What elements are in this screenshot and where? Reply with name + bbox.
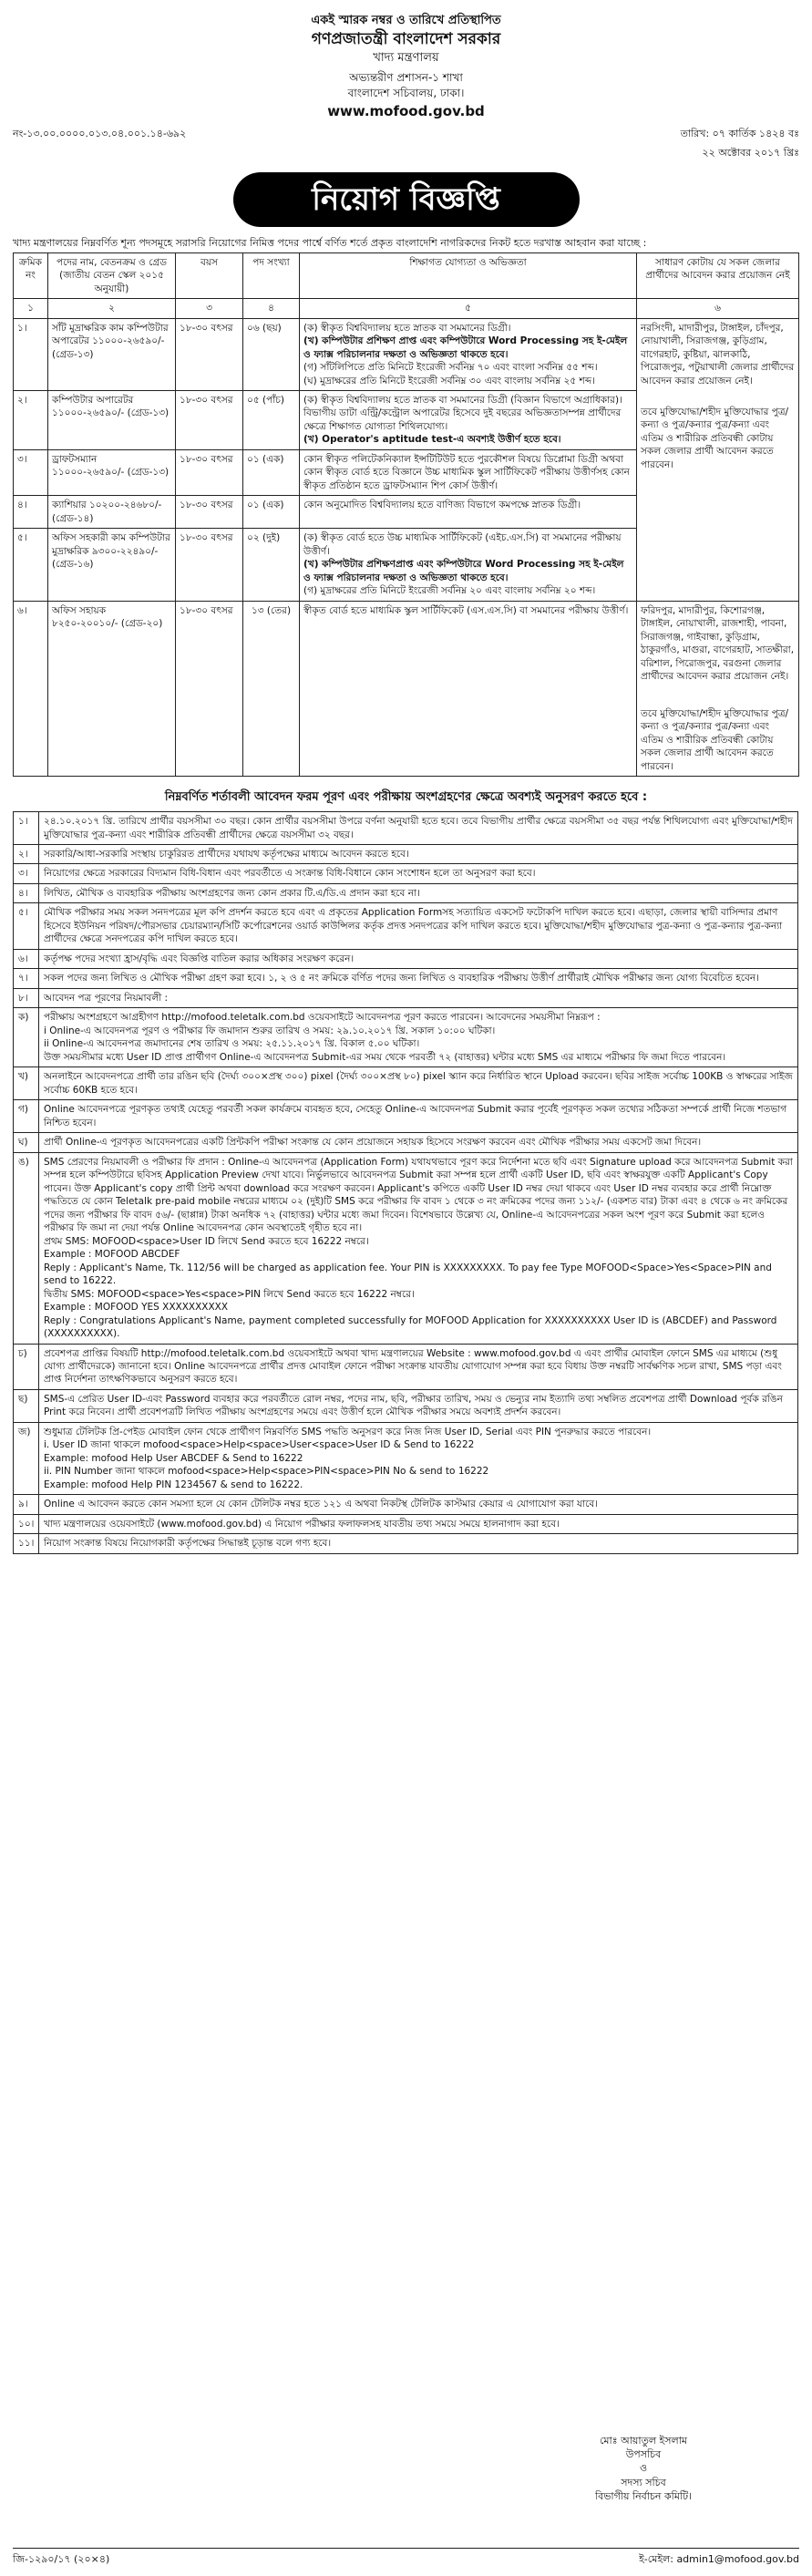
- rule-row: [14, 845, 798, 864]
- vacancy-table: [13, 252, 799, 777]
- rule-number: ১।: [14, 812, 39, 845]
- signatory-designation: উপসচিব: [625, 2448, 662, 2461]
- rule-text: কর্তৃপক্ষ পদের সংখ্যা হ্রাস/বৃদ্ধি এবং বিজ্ঞপ্তি বাতিল করার অধিকার সংরক্ষণ করেন।: [39, 949, 798, 968]
- rule-number: চ): [14, 1344, 39, 1389]
- row-serial: ১।: [14, 318, 48, 390]
- rule-number: ঘ): [14, 1133, 39, 1152]
- row-qualification: কোন অনুমোদিত বিশ্ববিদ্যালয় হতে বাণিজ্য বিভাগে কমপক্ষে স্নাতক ডিগ্রী।: [300, 496, 637, 529]
- col-header: পদ সংখ্যা: [243, 252, 300, 298]
- table-row: [14, 318, 799, 390]
- row-post: অফিস সহকারী কাম কম্পিউটার মুদ্রাক্ষরিক ৯৩০০-২২৪৯০/- (গ্রেড-১৬): [48, 529, 176, 601]
- rule-text: আবেদন পত্র পূরণের নিয়মাবলী :: [39, 988, 798, 1007]
- rule-number: ৩।: [14, 864, 39, 883]
- rules-table: [13, 811, 798, 1554]
- rule-text: শুধুমাত্র টেলিটক প্রি-পেইড মোবাইল ফোন থেকে প্রার্থীগণ নিম্নবর্ণিত SMS পদ্ধতি অনুসরণ করে নিজ নিজ User ID, Serial এবং PIN পুনরুদ্ধার করতে পারবেন। i. User ID জানা থাকলে mofood<space>Help<space>User<space>User ID & Send to 16222 Example: mofood Help User ABCDEF & Send to 16222 ii. PIN Number জানা থাকলে mofood<space>Help<space>PIN<space>PIN No & send to 16222 Example: mofood Help PIN 1234567 & send to 16222.: [39, 1422, 798, 1494]
- row-serial: ৫।: [14, 529, 48, 601]
- rule-number: ৮।: [14, 988, 39, 1007]
- qualification-line: (ক) স্বীকৃত বিশ্ববিদ্যালয় হতে স্নাতক বা সমমানের ডিগ্রী (বিজ্ঞান বিভাগে অগ্রাধিকার)। বিভাগীয় ডাটা এন্ট্রি/কন্ট্রোল অপারেটর হিসেবে দুই বছরের অভিজ্ঞতাসম্পন্ন প্রার্থীদের ক্ষেত্রে শিক্ষাগত যোগ্যতা শিথিলযোগ্য।: [303, 394, 622, 432]
- intro-text: খাদ্য মন্ত্রণালয়ের নিম্নবর্ণিত শূন্য পদসমূহে সরাসরি নিয়োগের নিমিত্ত পদের পার্শ্বে বর্ণিত শর্তে প্রকৃত বাংলাদেশি নাগরিকদের নিকট হতে দরখাস্ত আহবান করা যাচ্ছে :: [13, 237, 647, 250]
- rule-number: ৭।: [14, 969, 39, 988]
- rule-text: SMS-এ প্রেরিত User ID-এবং Password ব্যবহার করে পরবর্তীতে রোল নম্বর, পদের নাম, ছবি, পরীক্ষার তারিখ, সময় ও ভেন্যুর নাম ইত্যাদি তথ্য সম্বলিত প্রবেশপত্র প্রার্থী Download পূর্বক রঙিন Print করে নিবেন। প্রার্থী প্রবেশপত্রটি লিখিত পরীক্ষায় অংশগ্রহণের সময়ে এবং উত্তীর্ণ হলে মৌখিক পরীক্ষার সময়ে অবশ্যই প্রদর্শন করবেন।: [39, 1389, 798, 1422]
- col-number: ১: [14, 299, 48, 318]
- signatory-role: সদস্য সচিব: [621, 2476, 666, 2488]
- rule-text: মৌখিক পরীক্ষার সময় সকল সনদপত্রের মূল কপি প্রদর্শন করতে হবে এবং এ প্রকৃতের Application Formসহ সত্যায়িত একসেট ফটোকপি দাখিল করতে হবে। এছাড়া, জেলার স্থায়ী বাসিন্দার প্রমাণ হিসেবে ইউনিয়ন পরিষদ/পৌরসভার চেয়ারম্যান/সিটি কর্পোরেশনের ওয়ার্ড কাউন্সিলর কর্তৃক প্রদত্ত সনদপত্রের কপি দাখিল করতে হবে। মুক্তিযোদ্ধা/শহীদ মুক্তিযোদ্ধার পুত্র-কন্যা ও পুত্র-কন্যার পুত্র-কন্যা প্রার্থীদের ক্ষেত্রে সনদপত্রের কপি দাখিল করতে হবে।: [39, 903, 798, 949]
- row-qualification: [300, 318, 637, 390]
- rule-text: Online আবেদনপত্রে পূরণকৃত তথ্যই যেহেতু পরবর্তী সকল কার্যক্রমে ব্যবহৃত হবে, সেহেতু Online-এ আবেদনপত্র Submit করার পূর্বেই পূরণকৃত সকল তথ্যের সঠিকতা সম্পর্কে প্রার্থী নিজে শতভাগ নিশ্চিত হবেন।: [39, 1100, 798, 1133]
- row-count: ০১ (এক): [243, 449, 300, 495]
- rule-row: [14, 1100, 798, 1133]
- rule-row: [14, 1152, 798, 1344]
- rule-number: খ): [14, 1067, 39, 1100]
- rule-row: [14, 1495, 798, 1514]
- footer-code: জি-১২৯০/১৭ (২০×৪): [13, 2553, 110, 2565]
- rule-row: [14, 988, 798, 1007]
- qualification-line: (খ) Operator's aptitude test-এ অবশ্যই উত্তীর্ণ হতে হবে।: [303, 434, 561, 446]
- rule-text: লিখিত, মৌখিক ও ব্যবহারিক পরীক্ষায় অংশগ্রহণের জন্য কোন প্রকার টি.এ/ডি.এ প্রদান করা হবে না।: [39, 883, 798, 902]
- qualification-line: (খ) কম্পিউটার প্রশিক্ষণ প্রাপ্ত এবং কম্পিউটারে Word Processing সহ ই-মেইল ও ফ্যাক্স পরিচালনার দক্ষতা ও অভিজ্ঞতা থাকতে হবে।: [303, 335, 628, 360]
- qualification-line: (গ) সাঁটলিপিতে প্রতি মিনিটে ইংরেজী সর্বনিম্ন ৭০ এবং বাংলা সর্বনিম্ন ৫৫ শব্দ।: [303, 362, 598, 374]
- rule-text: সকল পদের জন্য লিখিত ও মৌখিক পরীক্ষা গ্রহণ করা হবে। ১, ২ ও ৫ নং ক্রমিকে বর্ণিত পদের জন্য লিখিত ও ব্যবহারিক পরীক্ষায় উত্তীর্ণ প্রার্থীরাই মৌখিক পরীক্ষার জন্য যোগ্য বিবেচিত হবেন।: [39, 969, 798, 988]
- signature-block: [529, 2434, 757, 2503]
- memo-date-block: [681, 127, 799, 140]
- rule-row: [14, 903, 798, 949]
- letterhead: [13, 13, 799, 121]
- rule-number: ১১।: [14, 1534, 39, 1553]
- rule-row: [14, 969, 798, 988]
- rule-row: [14, 812, 798, 845]
- rule-text: পরীক্ষায় অংশগ্রহণে আগ্রহীগণ http://mofood.teletalk.com.bd ওয়েবসাইটে আবেদনপত্র পূরণ করতে পারবেন। আবেদনের সময়সীমা নিম্নরূপ : i Online-এ আবেদনপত্র পূরণ ও পরীক্ষার ফি জমাদান শুরুর তারিখ ও সময়: ২৯.১০.২০১৭ খ্রি. সকাল ১০:০০ ঘটিকা। ii Online-এ আবেদনপত্র জমাদানের শেষ তারিখ ও সময়: ২৫.১১.২০১৭ খ্রি. বিকাল ৫.০০ ঘটিকা। উক্ত সময়সীমার মধ্যে User ID প্রাপ্ত প্রার্থীগণ Online-এ আবেদনপত্র Submit-এর সময় থেকে পরবর্তী ৭২ (বাহাত্তর) ঘন্টার মধ্যে SMS এর মাধ্যমে পরীক্ষার ফি জমা দিতে পারবেন।: [39, 1008, 798, 1067]
- row-qualification: স্বীকৃত বোর্ড হতে মাধ্যমিক স্কুল সার্টিফিকেট (এস.এস.সি) বা সমমানের পরীক্ষায় উত্তীর্ণ।: [300, 601, 637, 776]
- qualification-line: (ক) স্বীকৃত বিশ্ববিদ্যালয় হতে স্নাতক বা সমমানের ডিগ্রী।: [303, 322, 511, 334]
- rule-number: জ): [14, 1422, 39, 1494]
- rule-row: [14, 1344, 798, 1389]
- row-qualification: কোন স্বীকৃত পলিটেকনিক্যাল ইন্সটিটিউট হতে পুরকৌশল বিষয়ে ডিপ্লোমা ডিগ্রী অথবা কোন স্বীকৃত বোর্ড হতে বিজ্ঞানে উচ্চ মাধ্যমিক স্কুল সার্টিফিকেট পরীক্ষায় উত্তীর্ণসহ কোন স্বীকৃত প্রতিষ্ঠান হতে ড্রাফটসম্যান শিপ কোর্স উত্তীর্ণ।: [300, 449, 637, 495]
- replacement-note: একই স্মারক নম্বর ও তারিখে প্রতিস্থাপিত: [311, 14, 501, 27]
- rule-text: SMS প্রেরণের নিয়মাবলী ও পরীক্ষার ফি প্রদান : Online-এ আবেদনপত্র (Application Form) যথাযথভাবে পূরণ করে নির্দেশনা মতে ছবি এবং Signature upload করে আবেদনপত্র Submit করা সম্পন্ন হলে কম্পিউটারে ছবিসহ Application Preview দেখা যাবে। নির্ভুলভাবে আবেদনপত্র Submit করা সম্পন্ন হলে প্রার্থী একটি User ID, ছবি এবং স্বাক্ষরযুক্ত একটি Applicant's Copy পাবেন। উক্ত Applicant's copy প্রার্থী প্রিন্ট অথবা download করে সংরক্ষণ করবেন। Applicant's কপিতে একটি User ID নম্বর দেয়া থাকবে এবং User ID নম্বর ব্যবহার করে প্রার্থী নিম্নোক্ত পদ্ধতিতে যে কোন Teletalk pre-paid mobile নম্বরের মাধ্যমে ০২ (দুই)টি SMS করে পরীক্ষার ফি বাবদ ১ থেকে ৩ নং ক্রমিকের পদের জন্য ১১২/- (একশত বার) টাকা এবং ৪ থেকে ৬ নং ক্রমিকের পদের জন্য পরীক্ষার ফি বাবদ ৫৬/- (ছাপ্পান্ন) টাকা অনধিক ৭২ (বাহাত্তর) ঘন্টার মধ্যে জমা দিবেন। বিশেষভাবে উল্লেখ্য যে, Online-এ আবেদনপত্রের সকল অংশ পূরণ করে Submit করা হলেও পরীক্ষার ফি জমা না দেয়া পর্যন্ত Online আবেদনপত্র কোন অবস্থাতেই গৃহীত হবে না। প্রথম SMS: MOFOOD<space>User ID লিখে Send করতে হবে 16222 নম্বরে। Example : MOFOOD ABCDEF Reply : Applicant's Name, Tk. 112/56 will be charged as application fee. Your PIN is XXXXXXXXX. To pay fee Type MOFOOD<Space>Yes<Space>PIN and send to 16222. দ্বিতীয় SMS: MOFOOD<space>Yes<space>PIN লিখে Send করতে হবে 16222 নম্বরে। Example : MOFOOD YES XXXXXXXXXX Reply : Congratulations Applicant's Name, payment completed successfully for MOFOOD Application for XXXXXXXXXX User ID is (ABCDEF) and Password (XXXXXXXXXX).: [39, 1152, 798, 1344]
- signatory-committee: বিভাগীয় নির্বাচন কমিটি।: [594, 2489, 693, 2502]
- qualification-line: (ঘ) মুদ্রাক্ষরের প্রতি মিনিটে ইংরেজী সর্বনিম্ন ৩০ এবং বাংলায় সর্বনিম্ন ২৫ শব্দ।: [303, 375, 595, 386]
- rule-number: ২।: [14, 845, 39, 864]
- rule-row: [14, 864, 798, 883]
- rule-row: [14, 1514, 798, 1533]
- rule-number: ১০।: [14, 1514, 39, 1533]
- rule-text: Online এ আবেদন করতে কোন সমস্যা হলে যে কোন টেলিটক নম্বর হতে ১২১ এ অথবা নিকটস্থ টেলিটক কাস্টমার কেয়ার এ যোগাযোগ করা যাবে।: [39, 1495, 798, 1514]
- row-post: ড্রাফটসম্যান ১১০০০-২৬৫৯০/- (গ্রেড-১৩): [48, 449, 176, 495]
- row-age: ১৮-৩০ বৎসর: [176, 390, 243, 449]
- rule-text: খাদ্য মন্ত্রণালয়ের ওয়েবসাইটে (www.mofood.gov.bd) এ নিয়োগ পরীক্ষার ফলাফলসহ যাবতীয় তথ্য সময়ে সময়ে হালনাগাদ করা হবে।: [39, 1514, 798, 1533]
- rule-text: নিয়োগ সংক্রান্ত বিষয়ে নিয়োগকারী কর্তৃপক্ষের সিদ্ধান্তই চূড়ান্ত বলে গণ্য হবে।: [39, 1534, 798, 1553]
- rule-number: গ): [14, 1100, 39, 1133]
- district-list: নরসিংদী, মাদারীপুর, টাঙ্গাইল, চাঁদপুর, নোয়াখালী, সিরাজগঞ্জ, কুড়িগ্রাম, বাগেরহাট, কুষ্টিয়া, ঝালকাঠি, পিরোজপুর, পটুয়াখালী জেলার প্রার্থীদের আবেদন করার প্রয়োজন নেই।: [641, 322, 795, 386]
- row-post: কম্পিউটার অপারেটর ১১০০০-২৬৫৯০/- (গ্রেড-১৩): [48, 390, 176, 449]
- rule-number: ৬।: [14, 949, 39, 968]
- row-qualification: [300, 529, 637, 601]
- row-count: ০২ (দুই): [243, 529, 300, 601]
- rule-text: সরকারি/আধা-সরকারি সংস্থায় চাকুরিরত প্রার্থীদের যথাযথ কর্তৃপক্ষের মাধ্যমে আবেদন করতে হবে।: [39, 845, 798, 864]
- rule-row: [14, 883, 798, 902]
- col-number: ২: [48, 299, 176, 318]
- col-header: বয়স: [176, 252, 243, 298]
- freedom-fighter-note: তবে মুক্তিযোদ্ধা/শহীদ মুক্তিযোদ্ধার পুত্র/কন্যা ও পুত্র/কন্যার পুত্র/কন্যা এবং এতিম ও শারীরিক প্রতিবন্ধী কোটায় সকল জেলার প্রার্থী আবেদন করতে পারবেন।: [641, 707, 789, 772]
- row-post: সাঁট মুদ্রাক্ষরিক কাম কম্পিউটার অপারেটর ১১০০০-২৬৫৯০/- (গ্রেড-১৩): [48, 318, 176, 390]
- row-age: ১৮-৩০ বৎসর: [176, 449, 243, 495]
- col-header: ক্রমিক নং: [14, 252, 48, 298]
- footer: [13, 2552, 799, 2566]
- rule-number: ক): [14, 1008, 39, 1067]
- row-serial: ৪।: [14, 496, 48, 529]
- footer-divider: [13, 2548, 799, 2549]
- col-number: ৩: [176, 299, 243, 318]
- district-list: ফরিদপুর, মাদারীপুর, কিশোরগঞ্জ, টাঙ্গাইল, নোয়াখালী, রাজশাহী, পাবনা, সিরাজগঞ্জ, গাইবান্ধা, কুড়িগ্রাম, ঠাকুরগাঁও, মাগুরা, বাগেরহাট, সাতক্ষীরা, বরিশাল, পিরোজপুর, বরগুনা জেলার প্রার্থীদের আবেদন করার প্রয়োজন নেই।: [641, 604, 795, 683]
- row-post: ক্যাশিয়ার ১০২০০-২৪৬৮০/- (গ্রেড-১৪): [48, 496, 176, 529]
- row-count: ০১ (এক): [243, 496, 300, 529]
- notice-banner: নিয়োগ বিজ্ঞপ্তি: [233, 172, 580, 227]
- row-count: ০৬ (ছয়): [243, 318, 300, 390]
- row-age: ১৮-৩০ বৎসর: [176, 496, 243, 529]
- qualification-line: (ক) স্বীকৃত বোর্ড হতে উচ্চ মাধ্যমিক সার্টিফিকেট (এইচ.এস.সি) বা সমমানের পরীক্ষায় উত্তীর্ণ।: [303, 532, 622, 557]
- col-number: ৬: [637, 299, 799, 318]
- row-qualification: [300, 390, 637, 449]
- row-age: ১৮-৩০ বৎসর: [176, 318, 243, 390]
- rule-number: ছ): [14, 1389, 39, 1422]
- col-number: ৫: [300, 299, 637, 318]
- rule-row: [14, 1534, 798, 1553]
- row-age: ১৮-৩০ বৎসর: [176, 601, 243, 776]
- rule-row: [14, 949, 798, 968]
- col-header: শিক্ষাগত যোগ্যতা ও অভিজ্ঞতা: [300, 252, 637, 298]
- website[interactable]: www.mofood.gov.bd: [327, 103, 485, 120]
- row-serial: ২।: [14, 390, 48, 449]
- branch-name: অভ্যন্তরীণ প্রশাসন-১ শাখা: [349, 71, 463, 85]
- row-count: ১৩ (তের): [243, 601, 300, 776]
- signatory-and: ও: [639, 2462, 648, 2475]
- qualification-line: (খ) কম্পিউটার প্রশিক্ষণপ্রাপ্ত এবং কম্পিউটারে Word Processing সহ ই-মেইল ও ফ্যাক্স পরিচালনার দক্ষতা ও অভিজ্ঞতা থাকতে হবে।: [303, 559, 624, 583]
- rules-title: নিম্নবর্ণিত শর্তাবলী আবেদন ফরম পূরণ এবং পরীক্ষায় অংশগ্রহণের ক্ষেত্রে অবশ্যই অনুসরণ করতে হবে :: [164, 790, 648, 805]
- col-header: পদের নাম, বেতনক্রম ও গ্রেড (জাতীয় বেতন স্কেল ২০১৫ অনুযায়ী): [48, 252, 176, 298]
- rule-number: ৫।: [14, 903, 39, 949]
- row-age: ১৮-৩০ বৎসর: [176, 529, 243, 601]
- col-number: ৪: [243, 299, 300, 318]
- district-restriction-a: [637, 318, 799, 601]
- rule-row: [14, 1067, 798, 1100]
- table-row: [14, 601, 799, 776]
- memo-row: [13, 127, 799, 140]
- column-number-row: [14, 299, 799, 318]
- rule-row: [14, 1422, 798, 1494]
- row-count: ০৫ (পাঁচ): [243, 390, 300, 449]
- district-restriction-b: [637, 601, 799, 776]
- rule-text: প্রার্থী Online-এ পূরণকৃত আবেদনপত্রের একটি প্রিন্টকপি পরীক্ষা সংক্রান্ত যে কোন প্রয়োজনে সহায়ক হিসেবে সংরক্ষণ করবেন এবং মৌখিক পরীক্ষার সময় একসেট জমা দিবেন।: [39, 1133, 798, 1152]
- col-header: সাধারণ কোটায় যে সকল জেলার প্রার্থীদের আবেদন করার প্রয়োজন নেই: [637, 252, 799, 298]
- rule-row: [14, 1008, 798, 1067]
- government-name: গণপ্রজাতন্ত্রী বাংলাদেশ সরকার: [311, 29, 501, 48]
- qualification-line: (গ) মুদ্রাক্ষরের প্রতি মিনিটে ইংরেজী সর্বনিম্ন ২০ এবং বাংলায় সর্বনিম্ন ২০ শব্দ।: [303, 585, 596, 597]
- table-header-row: [14, 252, 799, 298]
- freedom-fighter-note: তবে মুক্তিযোদ্ধা/শহীদ মুক্তিযোদ্ধার পুত্র/কন্যা ও পুত্র/কন্যার পুত্র/কন্যা এবং এতিম ও শারীরিক প্রতিবন্ধী কোটায় সকল জেলার প্রার্থী আবেদন করতে পারবেন।: [641, 406, 789, 470]
- rule-number: ঙ): [14, 1152, 39, 1344]
- rule-text: নিয়োগের ক্ষেত্রে সরকারের বিদ্যমান বিধি-বিধান এবং পরবর্তীতে এ সংক্রান্ত বিধি-বিধানে কোন সংশোধন হলে তা অনুসরণ করা হবে।: [39, 864, 798, 883]
- row-serial: ৬।: [14, 601, 48, 776]
- row-serial: ৩।: [14, 449, 48, 495]
- rule-row: [14, 1389, 798, 1422]
- contact-email[interactable]: ই-মেইল: admin1@mofood.gov.bd: [639, 2553, 799, 2565]
- rule-text: প্রবেশপত্র প্রাপ্তির বিষয়টি http://mofood.teletalk.com.bd ওয়েবসাইটে অথবা খাদ্য মন্ত্রণালয়ের Website : www.mofood.gov.bd এ এবং প্রার্থীর মোবাইল ফোনে SMS এর মাধ্যমে (শুধু যোগ্য প্রার্থীদেরকে) জানানো হবে। Online আবেদনপত্রে প্রার্থীর প্রদত্ত মোবাইল ফোনে পরীক্ষা সংক্রান্ত যাবতীয় যোগাযোগ সম্পন্ন করা হবে বিধায় উক্ত নম্বরটি সার্বক্ষণিক সচল রাখা, SMS পড়া এবং প্রাপ্ত নির্দেশনা তাৎক্ষণিকভাবে অনুসরণ করতে হবে।: [39, 1344, 798, 1389]
- date-label: তারিখ:: [680, 128, 710, 140]
- rule-number: ৪।: [14, 883, 39, 902]
- ministry-name: খাদ্য মন্ত্রণালয়: [373, 51, 439, 66]
- date-english: ২২ অক্টোবর ২০১৭ খ্রিঃ: [702, 147, 799, 160]
- signatory-name: মোঃ আয়াতুল ইসলাম: [599, 2435, 688, 2447]
- date-bangla: ০৭ কার্তিক ১৪২৪ বঃ: [712, 128, 799, 140]
- rule-text: ২৪.১০.২০১৭ খ্রি. তারিখে প্রার্থীর বয়সসীমা ৩০ বছর। কোন প্রার্থীর বয়সসীমা উপরে বর্ণনা অনুযায়ী হতে হবে। তবে বিভাগীয় প্রার্থীর ক্ষেত্রে বয়সসীমা ৩৫ বছর পর্যন্ত শিথিলযোগ্য এবং মুক্তিযোদ্ধা/শহীদ মুক্তিযোদ্ধার পুত্র-কন্যা এবং শারীরিক প্রতিবন্ধী প্রার্থীদের ক্ষেত্রে বয়সসীমা ৩২ বছর।: [39, 812, 798, 845]
- address: বাংলাদেশ সচিবালয়, ঢাকা।: [347, 86, 465, 99]
- rule-number: ৯।: [14, 1495, 39, 1514]
- row-post: অফিস সহায়ক ৮২৫০-২০০১০/- (গ্রেড-২০): [48, 601, 176, 776]
- memo-number: নং-১৩.০০.০০০০.০১৩.০৪.০০১.১৪-৬৯২: [13, 128, 187, 140]
- rule-row: [14, 1133, 798, 1152]
- rule-text: অনলাইনে আবেদনপত্রে প্রার্থী তার রঙিন ছবি (দৈর্ঘ্য ৩০০×প্রস্থ ৩০০) pixel (দৈর্ঘ্য ৩০০×প্রস্থ ৮০) pixel স্ক্যান করে নির্ধারিত স্থানে Upload করবেন। ছবির সাইজ সর্বোচ্চ 100KB ও স্বাক্ষরের সাইজ সর্বোচ্চ 60KB হতে হবে।: [39, 1067, 798, 1100]
